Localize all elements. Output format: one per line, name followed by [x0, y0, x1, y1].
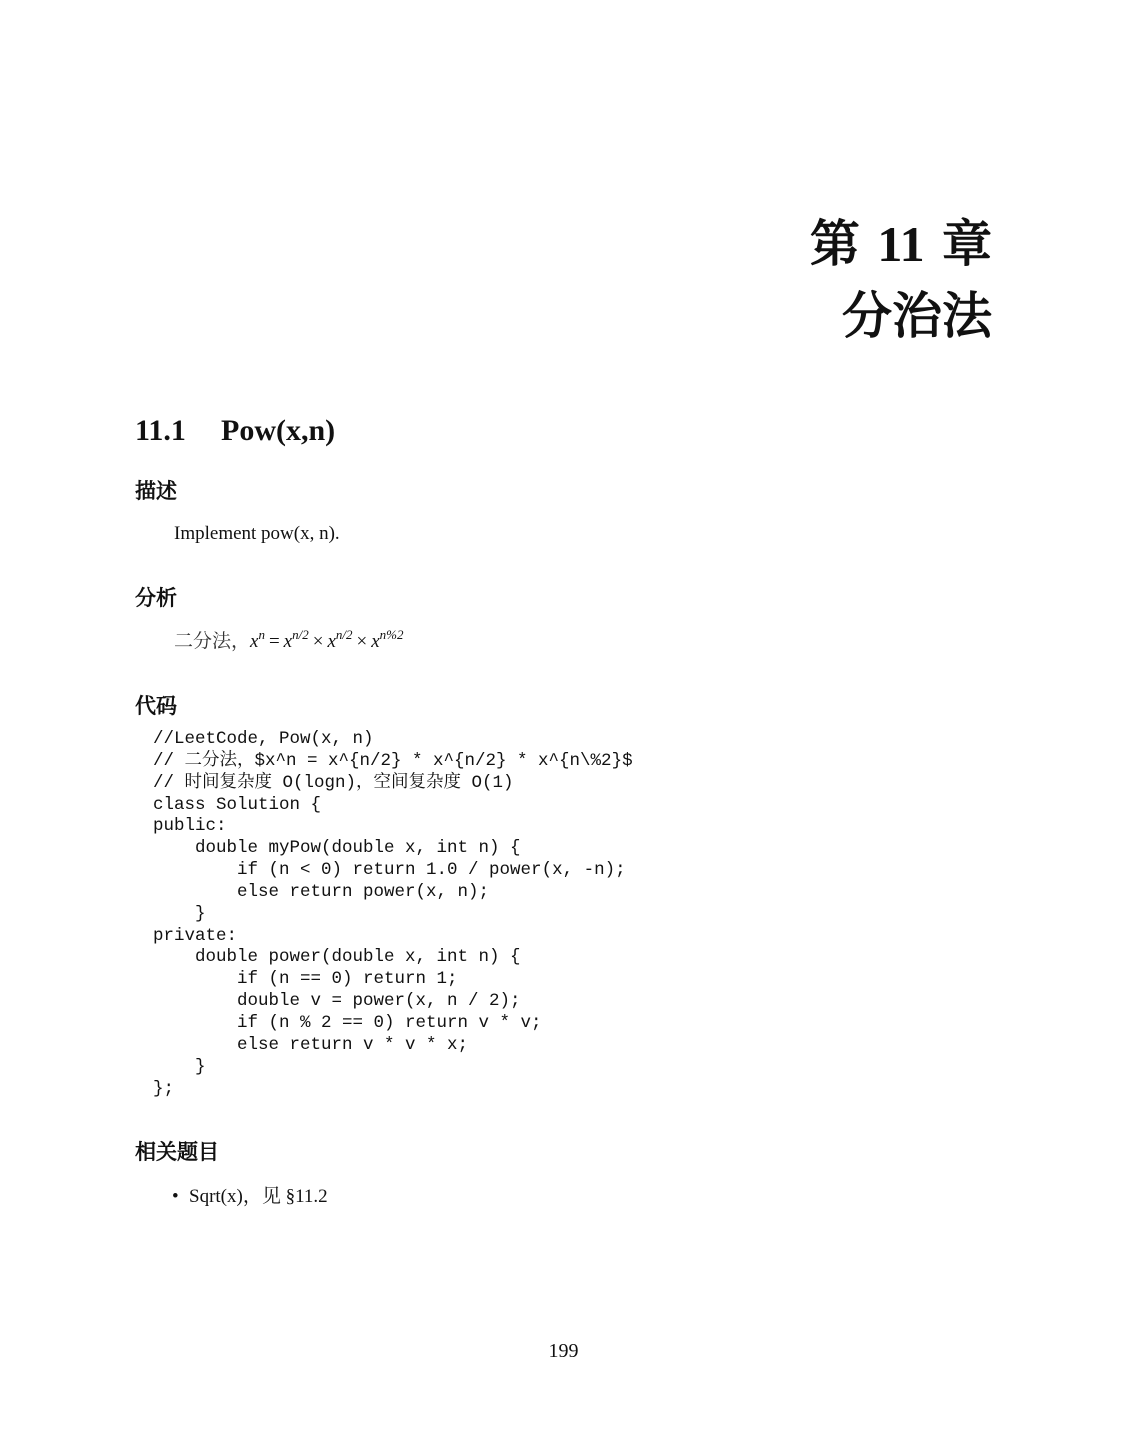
analysis-heading: 分析 — [135, 586, 177, 610]
chapter-prefix: 第 — [809, 215, 860, 273]
code-line: }; — [153, 1078, 175, 1099]
code-line: double v = power(x, n / 2); — [153, 991, 521, 1012]
section-number: 11.1 — [135, 414, 186, 447]
code-line: //LeetCode, Pow(x, n) — [153, 729, 374, 749]
code-line: } — [153, 1056, 206, 1077]
chapter-heading — [810, 208, 992, 352]
chapter-number-line — [810, 208, 992, 280]
code-heading: 代码 — [135, 694, 177, 718]
code-line: class Solution { — [153, 794, 322, 815]
code-line: if (n % 2 == 0) return v * v; — [153, 1012, 542, 1033]
code-block — [153, 729, 633, 1100]
code-line: public: — [153, 816, 227, 837]
analysis-lead: 二分法， — [174, 630, 251, 652]
related-item-text: Sqrt(x)，见 §11.2 — [189, 1186, 328, 1207]
chapter-number: 11 — [877, 216, 925, 272]
analysis-text — [174, 628, 404, 655]
page-number: 199 — [548, 1340, 579, 1362]
code-line: double power(double x, int n) { — [153, 947, 521, 968]
chapter-suffix: 章 — [942, 215, 992, 273]
code-line: private: — [153, 925, 238, 946]
analysis-formula: $x^n = x^{n/2} \times x^{n/2} \times x^{n\%2}$ — [250, 627, 404, 652]
section-heading — [135, 412, 335, 450]
code-line: else return v * v * x; — [153, 1034, 469, 1055]
code-line: // 时间复杂度 O(logn)，空间复杂度 O(1) — [153, 772, 514, 793]
code-line: // 二分法，$x^n = x^{n/2} * x^{n/2} * x^{n\%2}$ — [153, 750, 633, 771]
related-list — [172, 1184, 328, 1210]
chapter-title: 分治法 — [842, 287, 992, 345]
section-title: Pow(x,n) — [221, 414, 336, 447]
code-line: } — [153, 903, 206, 924]
description-text: Implement pow(x, n). — [174, 523, 340, 544]
code-line: if (n < 0) return 1.0 / power(x, -n); — [153, 860, 626, 881]
code-line: double myPow(double x, int n) { — [153, 838, 521, 859]
related-heading: 相关题目 — [135, 1140, 219, 1164]
code-line: if (n == 0) return 1; — [153, 969, 458, 990]
description-heading: 描述 — [135, 479, 177, 503]
code-line: else return power(x, n); — [153, 881, 490, 902]
related-item — [172, 1184, 328, 1210]
bullet: • — [172, 1186, 179, 1207]
